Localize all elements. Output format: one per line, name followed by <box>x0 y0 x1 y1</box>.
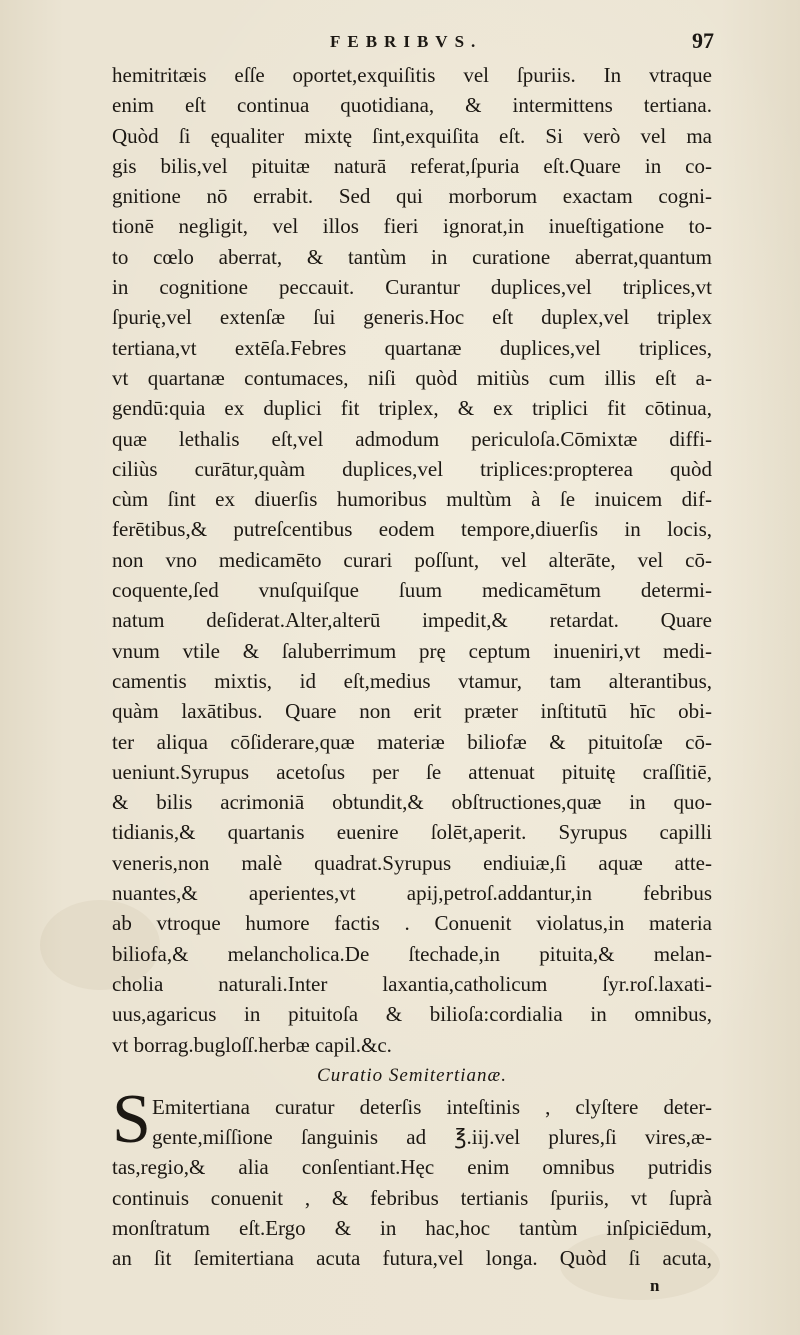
text-line: quàm laxātibus. Quare non erit præter inſtitutū hīc obi- <box>112 699 712 724</box>
text-line: quæ lethalis eſt,vel admodum periculoſa.Cōmixtæ diffi- <box>112 426 712 451</box>
main-text <box>112 60 712 1274</box>
text-line: ſpurię,vel extenſæ ſui generis.Hoc eſt duplex,vel triplex <box>112 305 712 330</box>
text-line: uus,agaricus in pituitoſa & bilioſa:cordialia in omnibus, <box>112 1002 712 1027</box>
text-line: coquente,ſed vnuſquiſque ſuum medicamētum determi- <box>112 578 712 603</box>
text-line: Emitertiana curatur deterſis inteſtinis , clyſtere deter- <box>152 1094 712 1119</box>
text-line: to cœlo aberrat, & tantùm in curatione aberrat,quantum <box>112 244 712 269</box>
text-line: & bilis acrimoniā obtundit,& obſtructiones,quæ in quo- <box>112 790 712 815</box>
text-line: veneris,non malè quadrat.Syrupus endiuiæ,ſi aquæ atte- <box>112 850 712 875</box>
text-line: ab vtroque humore factis . Conuenit violatus,in materia <box>112 911 712 936</box>
text-line: gis bilis,vel pituitæ naturā referat,ſpuria eſt.Quare in co- <box>112 153 712 178</box>
text-line: monſtratum eſt.Ergo & in hac,hoc tantùm inſpiciēdum, <box>112 1215 712 1240</box>
text-line: tas,regio,& alia conſentiant.Hęc enim omnibus putridis <box>112 1155 712 1180</box>
text-line: ferētibus,& putreſcentibus eodem tempore,diuerſis in locis, <box>112 517 712 542</box>
text-line: ciliùs curātur,quàm duplices,vel triplices:propterea quòd <box>112 456 712 481</box>
text-line: gendū:quia ex duplici fit triplex, & ex triplici fit cōtinua, <box>112 396 712 421</box>
catchword: n <box>650 1275 660 1295</box>
text-line: enim eſt continua quotidiana, & intermittens tertiana. <box>112 93 712 118</box>
text-line: non vno medicamēto curari poſſunt, vel alterāte, vel cō- <box>112 547 712 572</box>
text-line: vt borrag.bugloſſ.herbæ capil.&c. <box>112 1032 392 1057</box>
text-line: tertiana,vt extēſa.Febres quartanæ duplices,vel triplices, <box>112 335 712 360</box>
drop-initial: S <box>112 1080 151 1158</box>
text-line: in cognitione peccauit. Curantur duplices,vel triplices,vt <box>112 275 712 300</box>
text-line: camentis mixtis, id eſt,medius vtamur, tam alterantibus, <box>112 668 712 693</box>
text-line: hemitritæis eſſe oportet,exquiſitis vel ſpuriis. In vtraque <box>112 63 712 87</box>
text-line: gnitione nō errabit. Sed qui morborum exactam cogni- <box>112 184 712 209</box>
text-line: vnum vtile & ſaluberrimum prę ceptum inueniri,vt medi- <box>112 638 712 663</box>
text-line: natum deſiderat.Alter,alterū impedit,& retardat. Quare <box>112 608 712 633</box>
text-line: cholia naturali.Inter laxantia,catholicum ſyr.roſ.laxati- <box>112 971 712 996</box>
text-line: an ſit ſemitertiana acuta futura,vel longa. Quòd ſi acuta, <box>112 1246 712 1271</box>
text-line: vt quartanæ contumaces, niſi quòd mitiùs cum illis eſt a- <box>112 365 712 390</box>
text-line: tionē negligit, vel illos fieri ignorat,in inueſtigatione to- <box>112 214 712 239</box>
text-line: Quòd ſi ęqualiter mixtę ſint,exquiſita eſt. Si verò vel ma <box>112 123 712 148</box>
text-line: gente,miſſione ſanguinis ad ℥.iij.vel plures,ſi vires,æ- <box>152 1125 712 1150</box>
running-title: FEBRIBVS. <box>330 32 483 51</box>
text-line: nuantes,& aperientes,vt apij,petroſ.addantur,in febribus <box>112 881 712 906</box>
text-line: biliofa,& melancholica.De ſtechade,in pituita,& melan- <box>112 941 712 966</box>
text-line: cùm ſint ex diuerſis humoribus multùm à ſe inuicem dif- <box>112 487 712 512</box>
text-line: ter aliqua cōſiderare,quæ materiæ biliofæ & pituitoſæ cō- <box>112 729 712 754</box>
section-heading: Curatio Semitertianæ. <box>317 1064 507 1086</box>
running-head <box>0 22 800 62</box>
page-number: 97 <box>692 28 714 53</box>
text-line: ueniunt.Syrupus acetoſus per ſe attenuat pituitę craſſitiē, <box>112 759 712 784</box>
text-line: continuis conuenit , & febribus tertianis ſpuriis, vt ſuprà <box>112 1185 712 1210</box>
text-line: tidianis,& quartanis euenire ſolēt,aperit. Syrupus capilli <box>112 820 712 845</box>
